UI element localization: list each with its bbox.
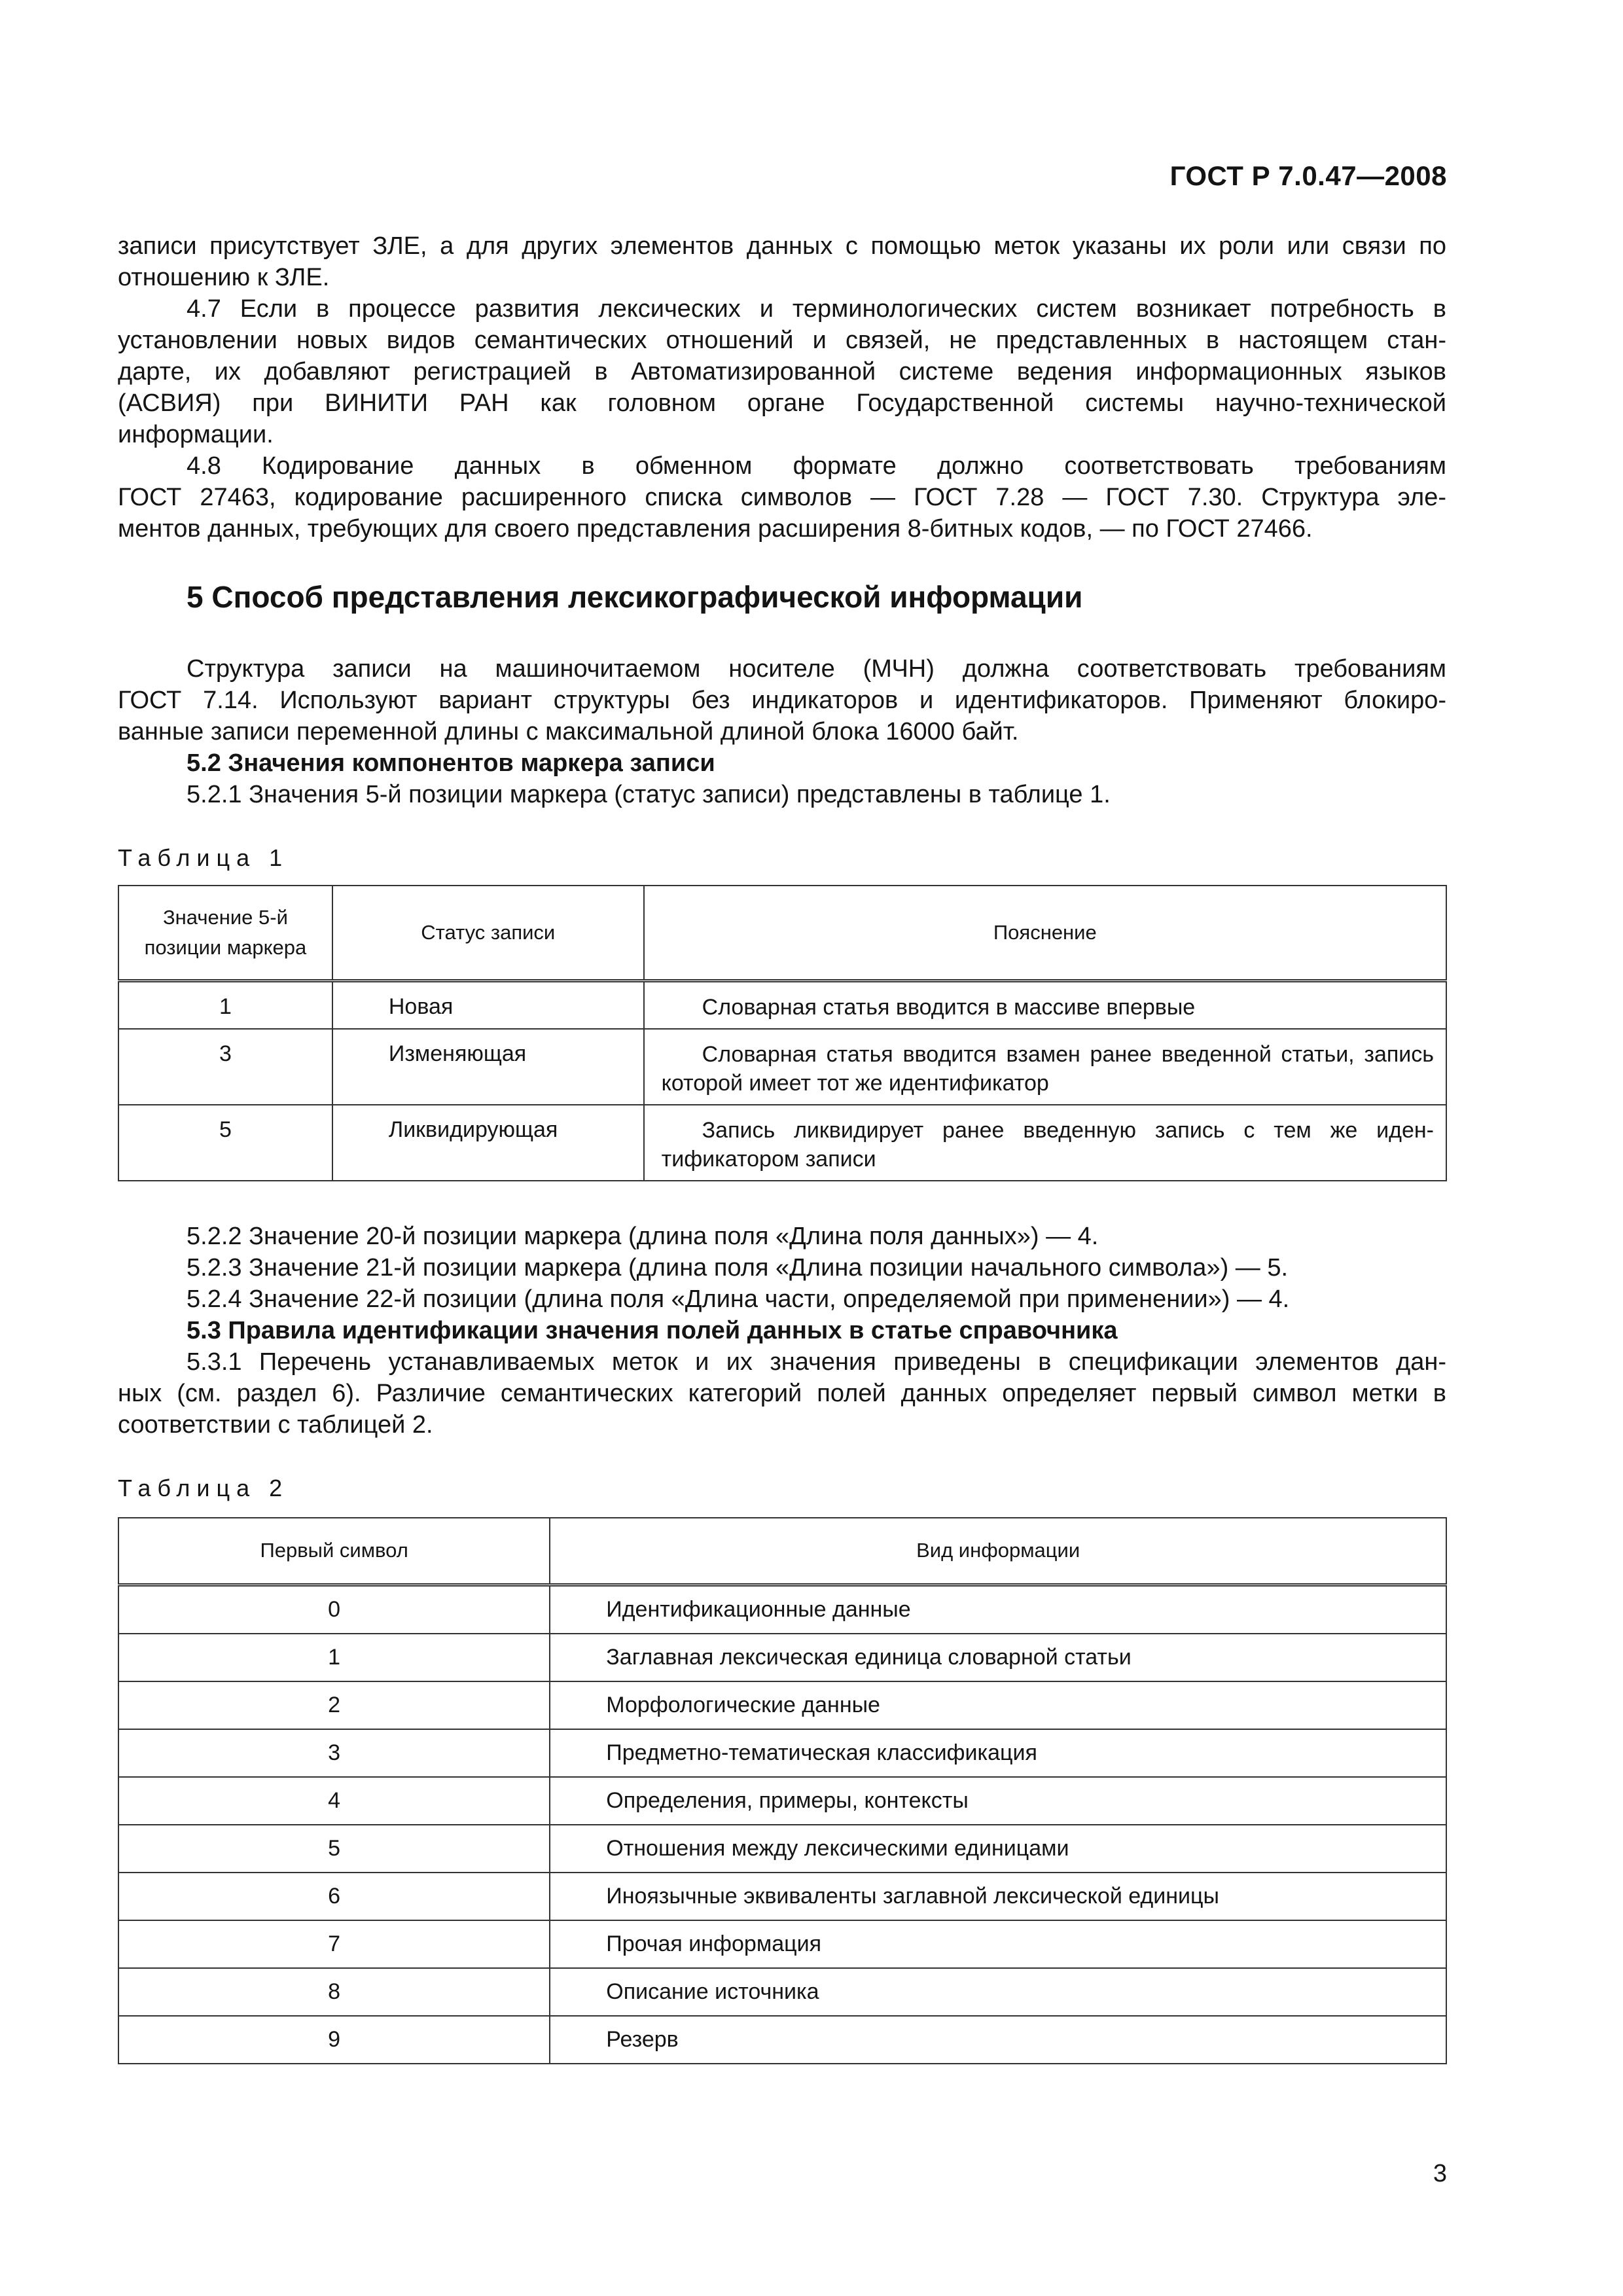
table2-header-info: Вид информации <box>550 1518 1446 1585</box>
paragraph-section5-intro <box>118 653 1446 747</box>
table2 <box>118 1517 1447 2064</box>
table-row <box>118 1029 1446 1105</box>
table-row <box>118 1585 1446 1634</box>
table2-cell-symbol: 0 <box>118 1585 550 1634</box>
text-line: соответствии с таблицей 2. <box>118 1411 433 1439</box>
table2-cell-symbol: 1 <box>118 1634 550 1681</box>
table-row <box>118 1105 1446 1181</box>
table2-cell-info: Описание источника <box>550 1968 1446 2016</box>
table1-cell-explanation: Запись ликвидирует ранее введенную запись с тем же иден- тификатором записи <box>644 1105 1446 1181</box>
table-row <box>118 1968 1446 2016</box>
table-row <box>118 1825 1446 1873</box>
text-line: ГОСТ 7.14. Используют вариант структуры без индикаторов и идентификаторов. Применяют блокиро- <box>118 687 1446 714</box>
table1-header-status: Статус записи <box>332 886 644 980</box>
table2-cell-info: Заглавная лексическая единица словарной статьи <box>550 1634 1446 1681</box>
subsection-heading-5-2: 5.2 Значения компонентов маркера записи <box>187 749 715 777</box>
table2-header-row <box>118 1518 1446 1585</box>
table2-cell-info: Предметно-тематическая классификация <box>550 1729 1446 1777</box>
table2-cell-info: Иноязычные эквиваленты заглавной лексической единицы <box>550 1873 1446 1920</box>
text-line: записи присутствует ЗЛЕ, а для других элементов данных с помощью меток указаны их роли или связи по <box>118 232 1446 260</box>
table2-cell-symbol: 7 <box>118 1920 550 1968</box>
table2-cell-symbol: 8 <box>118 1968 550 2016</box>
item-5-2-2: 5.2.2 Значение 20-й позиции маркера (длина поля «Длина поля данных») — 4. <box>187 1223 1099 1250</box>
table2-cell-info: Прочая информация <box>550 1920 1446 1968</box>
table-row <box>118 1729 1446 1777</box>
table1-cell-status: Новая <box>332 980 644 1029</box>
text-line: 5.3.1 Перечень устанавливаемых меток и их значения приведены в спецификации элементов дан- <box>187 1348 1446 1376</box>
table2-cell-info: Резерв <box>550 2016 1446 2064</box>
paragraph-4-8 <box>118 450 1446 545</box>
paragraph-5-3-1 <box>118 1346 1446 1441</box>
table2-cell-info: Отношения между лексическими единицами <box>550 1825 1446 1873</box>
item-5-2-1: 5.2.1 Значения 5-й позиции маркера (статус записи) представлены в таблице 1. <box>187 781 1111 808</box>
table2-cell-info: Морфологические данные <box>550 1681 1446 1729</box>
table1-cell-explanation: Словарная статья вводится взамен ранее введенной статьи, запись которой имеет тот же идентификатор <box>644 1029 1446 1105</box>
table2-header-symbol: Первый символ <box>118 1518 550 1585</box>
table1-cell-explanation: Словарная статья вводится в массиве впервые <box>644 980 1446 1029</box>
table-row <box>118 980 1446 1029</box>
table1-header-row <box>118 886 1446 980</box>
text-line: (АСВИЯ) при ВИНИТИ РАН как головном органе Государственной системы научно-технической <box>118 389 1446 417</box>
table-row <box>118 1681 1446 1729</box>
table1-cell-status: Изменяющая <box>332 1029 644 1105</box>
document-code: ГОСТ Р 7.0.47—2008 <box>1169 160 1447 191</box>
subsection-heading-5-3: 5.3 Правила идентификации значения полей данных в статье справочника <box>187 1317 1118 1344</box>
table1-caption: Таблица 1 <box>118 844 289 871</box>
table1-header-value: Значение 5-й позиции маркера <box>118 886 332 980</box>
table1 <box>118 885 1447 1181</box>
item-5-2-3: 5.2.3 Значение 21-й позиции маркера (длина поля «Длина позиции начального символа») — 5. <box>187 1254 1289 1282</box>
text-line: ГОСТ 27463, кодирование расширенного списка символов — ГОСТ 7.28 — ГОСТ 7.30. Структура эле- <box>118 484 1446 511</box>
table2-cell-info: Идентификационные данные <box>550 1585 1446 1634</box>
table-row <box>118 1634 1446 1681</box>
table-row <box>118 1777 1446 1825</box>
item-5-2-4: 5.2.4 Значение 22-й позиции (длина поля «Длина части, определяемой при применении») — 4. <box>187 1285 1290 1313</box>
text-line: отношению к ЗЛЕ. <box>118 264 330 291</box>
text-line: установлении новых видов семантических отношений и связей, не представленных в настоящем стан- <box>118 327 1446 354</box>
table1-cell-status: Ликвидирующая <box>332 1105 644 1181</box>
table-row <box>118 2016 1446 2064</box>
table-row <box>118 1873 1446 1920</box>
table2-cell-symbol: 4 <box>118 1777 550 1825</box>
text-line: 4.8 Кодирование данных в обменном формате должно соответствовать требованиям <box>187 452 1446 480</box>
text-line: ванные записи переменной длины с максимальной длиной блока 16000 байт. <box>118 718 1019 745</box>
text-line: 4.7 Если в процессе развития лексических и терминологических систем возникает потребность в <box>187 295 1446 323</box>
table2-caption: Таблица 2 <box>118 1475 289 1501</box>
table1-cell-value: 5 <box>118 1105 332 1181</box>
table1-cell-value: 3 <box>118 1029 332 1105</box>
text-line: информации. <box>118 421 274 448</box>
table2-cell-symbol: 3 <box>118 1729 550 1777</box>
text-line: ных (см. раздел 6). Различие семантических категорий полей данных определяет первый символ метки в <box>118 1380 1446 1407</box>
page-number: 3 <box>1433 2160 1447 2187</box>
table2-cell-symbol: 5 <box>118 1825 550 1873</box>
section-title: 5 Способ представления лексикографической информации <box>187 580 1083 614</box>
table2-cell-info: Определения, примеры, контексты <box>550 1777 1446 1825</box>
text-line: ментов данных, требующих для своего представления расширения 8-битных кодов, — по ГОСТ 27466. <box>118 515 1313 543</box>
table2-cell-symbol: 2 <box>118 1681 550 1729</box>
table2-cell-symbol: 6 <box>118 1873 550 1920</box>
table-row <box>118 1920 1446 1968</box>
table1-header-explanation: Пояснение <box>644 886 1446 980</box>
paragraph-4-7 <box>118 293 1446 450</box>
paragraph-intro <box>118 230 1446 293</box>
table2-cell-symbol: 9 <box>118 2016 550 2064</box>
text-line: дарте, их добавляют регистрацией в Автоматизированной системе ведения информационных языков <box>118 358 1446 386</box>
table1-cell-value: 1 <box>118 980 332 1029</box>
text-line: Структура записи на машиночитаемом носителе (МЧН) должна соответствовать требованиям <box>187 655 1446 683</box>
